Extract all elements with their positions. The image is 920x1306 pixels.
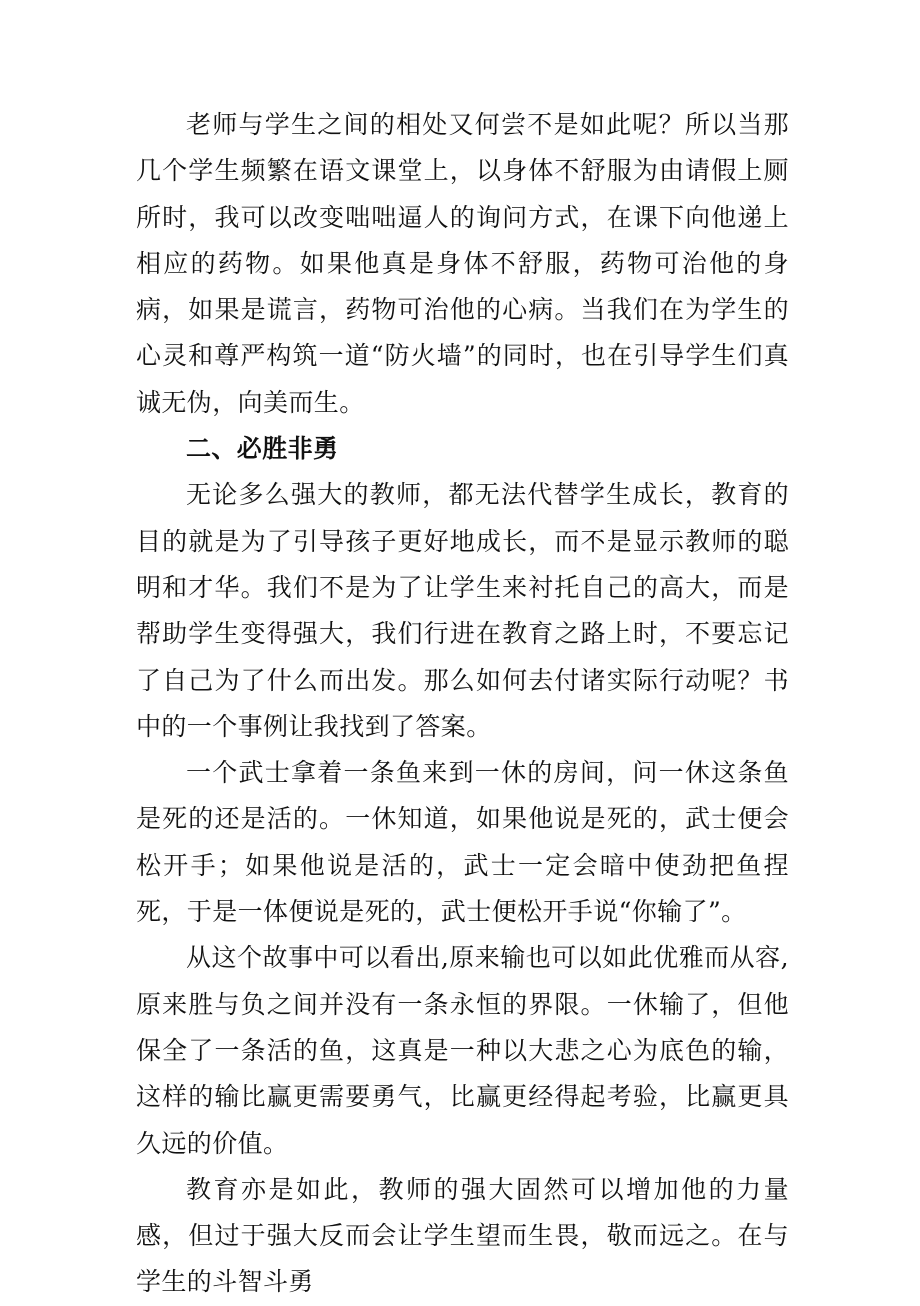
paragraph-education-reflection: 教育亦是如此，教师的强大固然可以增加他的力量感，但过于强大反而会让学生望而生畏，敬而远之。在与学生的斗智斗勇: [136, 1174, 789, 1297]
section-heading: 二、必胜非勇: [186, 434, 339, 464]
paragraph-warrior-story: 一个武士拿着一条鱼来到一休的房间，问一休这条鱼是死的还是活的。一休知道，如果他说是死的，武士便会松开手；如果他说是活的，武士一定会暗中使劲把鱼捏死，于是一体便说是死的，武士便松开手说“你输了”。: [136, 758, 789, 927]
paragraph-education-purpose: 无论多么强大的教师，都无法代替学生成长，教育的目的就是为了引导孩子更好地成长，而不是显示教师的聪明和才华。我们不是为了让学生来衬托自己的高大，而是帮助学生变得强大，我们行进在教育之路上时，不要忘记了自己为了什么而出发。那么如何去付诸实际行动呢？书中的一个事例让我找到了答案。: [136, 480, 789, 741]
paragraph-teacher-student-relations: 老师与学生之间的相处又何尝不是如此呢？所以当那几个学生频繁在语文课堂上，以身体不舒服为由请假上厕所时，我可以改变咄咄逼人的询问方式，在课下向他递上相应的药物。如果他真是身体不舒服，药物可治他的身病，如果是谎言，药物可治他的心病。当我们在为学生的心灵和尊严构筑一道“防火墙”的同时，也在引导学生们真诚无伪，向美而生。: [136, 110, 789, 417]
paragraph-story-lesson: 从这个故事中可以看出,原来输也可以如此优雅而从容,原来胜与负之间并没有一条永恒的界限。一休输了，但他保全了一条活的鱼，这真是一种以大悲之心为底色的输，这样的输比赢更需要勇气，比赢更经得起考验，比赢更具久远的价值。: [136, 943, 789, 1158]
